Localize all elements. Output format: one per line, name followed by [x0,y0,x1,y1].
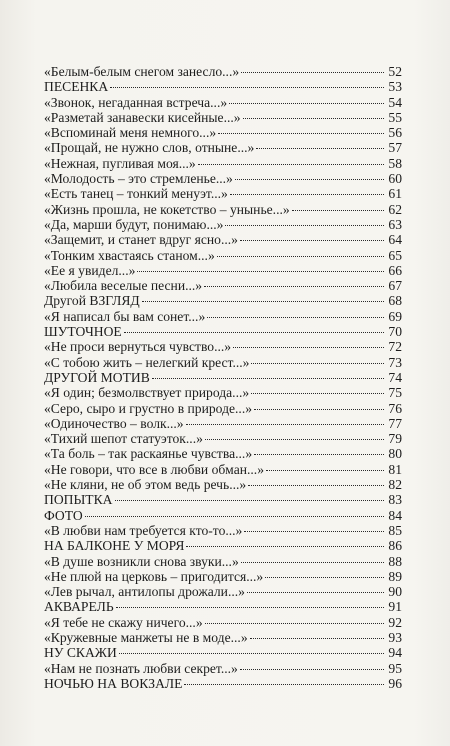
dot-leader [142,301,384,302]
toc-page-number: 92 [388,614,402,630]
dot-leader [243,118,384,119]
dot-leader [186,546,384,547]
toc-page-number: 91 [388,599,402,615]
dot-leader [218,133,384,134]
toc-page-number: 76 [388,400,402,416]
toc-entry [44,64,402,79]
dot-leader [265,577,384,578]
toc-entry [44,95,402,110]
toc-page-number: 56 [388,125,402,141]
toc-entry [44,477,402,492]
toc-page-number: 93 [388,629,402,645]
toc-entry [44,324,402,339]
toc-page-number: 70 [388,324,402,340]
dot-leader [152,378,384,379]
dot-leader [229,103,384,104]
toc-entry [44,645,402,660]
toc-page-number: 54 [388,94,402,110]
toc-entry-title: НА БАЛКОНЕ У МОРЯ [44,538,185,554]
toc-entry [44,309,402,324]
toc-page-number: 81 [388,461,402,477]
dot-leader [235,179,384,180]
toc-entry [44,462,402,477]
toc-entry [44,202,402,217]
toc-page-number: 74 [388,369,402,385]
toc-entry-title: «Я один; безмолвствует природа...» [44,385,250,401]
dot-leader [205,439,384,440]
toc-entry [44,156,402,171]
toc-entry [44,523,402,538]
toc-entry-title: ДРУГОЙ МОТИВ [44,369,150,385]
dot-leader [207,317,384,318]
dot-leader [251,363,384,364]
toc-page-number: 62 [388,201,402,217]
toc-entry-title: ШУТОЧНОЕ [44,324,122,340]
toc-entry [44,584,402,599]
dot-leader [186,424,384,425]
dot-leader [248,485,384,486]
dot-leader [254,454,384,455]
toc-entry [44,569,402,584]
toc-entry-title: «Я тебе не скажу ничего...» [44,614,203,630]
toc-entry [44,401,402,416]
toc-page-number: 89 [388,568,402,584]
toc-entry [44,615,402,630]
toc-entry [44,630,402,645]
toc-page-number: 55 [388,109,402,125]
toc-entry-title: «Не проси вернуться чувство...» [44,339,232,355]
toc-page-number: 63 [388,216,402,232]
dot-leader [256,148,384,149]
dot-leader [205,623,384,624]
toc-entry-title: «С тобою жить – нелегкий крест...» [44,354,250,370]
dot-leader [119,653,384,654]
toc-entry [44,599,402,614]
toc-page-number: 64 [388,232,402,248]
toc-entry [44,676,402,691]
dot-leader [240,669,384,670]
dot-leader [184,684,384,685]
toc-entry-title: «Одиночество – волк...» [44,415,184,431]
dot-leader [110,87,384,88]
toc-page-number: 96 [388,675,402,691]
toc-entry [44,232,402,247]
toc-page-number: 75 [388,385,402,401]
toc-entry-title: «Тонким хвастаясь станом...» [44,247,215,263]
toc-entry-title: ПОПЫТКА [44,492,113,508]
toc-entry [44,370,402,385]
toc-entry-title: «Жизнь прошла, не кокетство – унынье...» [44,201,290,217]
toc-entry-title: «Тихий шепот статуэток...» [44,431,203,447]
toc-entry-title: «Защемит, и станет вдруг ясно...» [44,232,238,248]
toc-entry [44,661,402,676]
toc-entry [44,446,402,461]
dot-leader [233,347,384,348]
toc-entry-title: «Не говори, что все в любви обман...» [44,461,264,477]
toc-entry [44,125,402,140]
toc-entry [44,278,402,293]
toc-entry-title: ПЕСЕНКА [44,79,109,95]
dot-leader [254,409,384,410]
toc-page-number: 77 [388,415,402,431]
toc-entry [44,293,402,308]
dot-leader [204,286,384,287]
toc-entry [44,508,402,523]
toc-entry-title: «Та боль – так раскаянье чувства...» [44,446,253,462]
toc-page-number: 88 [388,553,402,569]
toc-entry-title: «Не плюй на церковь – пригодится...» [44,568,264,584]
toc-page-number: 69 [388,308,402,324]
dot-leader [250,638,384,639]
toc-entry [44,416,402,431]
toc-entry-title: «Звонок, негаданная встреча...» [44,94,228,110]
toc-entry [44,339,402,354]
dot-leader [116,607,384,608]
toc-entry-title: «Я написал бы вам сонет...» [44,308,206,324]
toc-entry-title: «Нежная, пугливая моя...» [44,155,196,171]
dot-leader [241,562,384,563]
toc-entry [44,79,402,94]
toc-page-number: 60 [388,171,402,187]
toc-entry-title: «Белым-белым снегом занесло...» [44,64,240,79]
toc-entry-title: «Лев рычал, антилопы дрожали...» [44,584,245,600]
dot-leader [115,500,385,501]
toc-entry-title: «Любила веселые песни...» [44,278,203,294]
toc-page-number: 72 [388,339,402,355]
dot-leader [225,225,384,226]
toc-page-number: 83 [388,492,402,508]
toc-page-number: 94 [388,645,402,661]
dot-leader [292,210,384,211]
toc-page-number: 80 [388,446,402,462]
toc-page-number: 84 [388,507,402,523]
toc-entry-title: «Кружевные манжеты не в моде...» [44,629,248,645]
toc-entry-title: «Разметай занавески кисейные...» [44,109,241,125]
toc-entry [44,140,402,155]
toc-entry-title: «Да, марши будут, понимаю...» [44,216,224,232]
dot-leader [251,393,384,394]
toc-entry-title: «Есть танец – тонкий менуэт...» [44,186,228,202]
toc-entry [44,171,402,186]
toc-page-number: 65 [388,247,402,263]
toc-page-number: 58 [388,155,402,171]
toc-entry [44,248,402,263]
dot-leader [230,194,384,195]
toc-page-number: 68 [388,293,402,309]
toc-page-number: 52 [388,64,402,79]
toc-entry-title: ФОТО [44,507,83,523]
toc-entry [44,263,402,278]
toc-entry-title: Другой ВЗГЛЯД [44,293,140,309]
toc-page-number: 67 [388,278,402,294]
dot-leader [244,531,384,532]
toc-page-number: 53 [388,79,402,95]
dot-leader [240,240,384,241]
toc-page-number: 61 [388,186,402,202]
toc-entry [44,217,402,232]
toc-page-number: 82 [388,477,402,493]
table-of-contents [44,64,402,691]
toc-entry-title: АКВАРЕЛЬ [44,599,114,615]
dot-leader [124,332,384,333]
toc-page-number: 57 [388,140,402,156]
toc-entry-title: «В любви нам требуется кто-то...» [44,522,243,538]
dot-leader [247,592,384,593]
toc-page-number: 95 [388,660,402,676]
toc-entry [44,110,402,125]
toc-entry-title: «Вспоминай меня немного...» [44,125,217,141]
dot-leader [198,164,384,165]
toc-entry [44,554,402,569]
toc-entry [44,186,402,201]
toc-page-number: 66 [388,262,402,278]
toc-entry [44,538,402,553]
toc-entry-title: «Нам не познать любви секрет...» [44,660,238,676]
toc-entry-title: НУ СКАЖИ [44,645,117,661]
toc-entry-title: «Прощай, не нужно слов, отныне...» [44,140,255,156]
toc-page-number: 79 [388,431,402,447]
toc-entry-title: «Ее я увидел...» [44,262,136,278]
toc-page-number: 73 [388,354,402,370]
toc-entry-title: «В душе возникли снова звуки...» [44,553,239,569]
toc-entry-title: «Серо, сыро и грустно в природе...» [44,400,253,416]
toc-entry [44,492,402,507]
dot-leader [217,256,384,257]
toc-page-number: 85 [388,522,402,538]
toc-entry-title: «Молодость – это стремленье...» [44,171,233,187]
dot-leader [85,516,384,517]
toc-entry [44,385,402,400]
toc-entry-title: «Не кляни, не об этом ведь речь...» [44,477,247,493]
dot-leader [241,72,384,73]
toc-entry [44,431,402,446]
toc-entry [44,355,402,370]
toc-page-number: 90 [388,584,402,600]
dot-leader [137,271,384,272]
dot-leader [266,470,384,471]
toc-entry-title: НОЧЬЮ НА ВОКЗАЛЕ [44,675,183,691]
toc-page-number: 86 [388,538,402,554]
